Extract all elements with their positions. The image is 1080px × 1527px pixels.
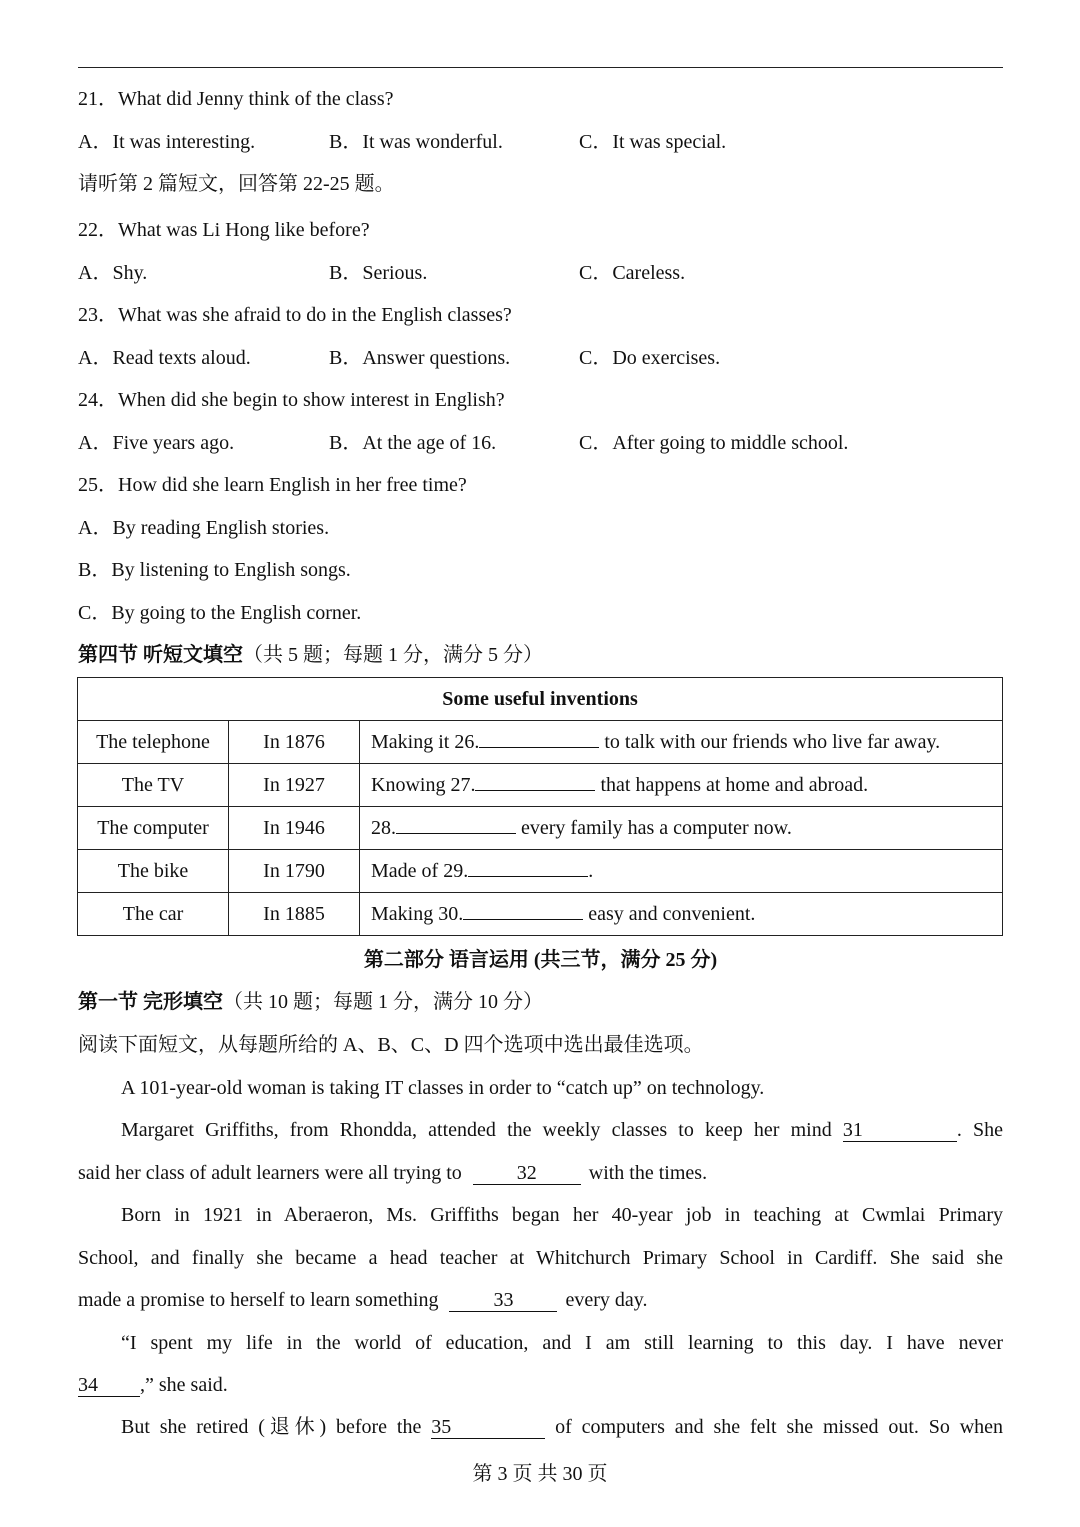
use-text-pre: 28. (371, 816, 396, 839)
use-text-pre: Made of 29. (371, 859, 469, 882)
invention-use (360, 850, 1003, 893)
use-text-pre: Knowing 27. (371, 773, 476, 796)
invention-name: The car (78, 893, 229, 936)
use-text-post: that happens at home and abroad. (595, 773, 869, 796)
table-row (78, 850, 1003, 893)
invention-use (360, 893, 1003, 936)
page-footer: 第 3 页 共 30 页 (472, 1463, 608, 1485)
passage-line: A 101-year-old woman is taking IT classes in order to “catch up” on technology. (121, 1077, 765, 1099)
q22-option-c: C．Careless. (579, 262, 686, 284)
inventions-table (77, 677, 1003, 936)
q21-option-b: B．It was wonderful. (329, 131, 503, 153)
invention-year: In 1885 (229, 893, 360, 936)
section4-title: 第四节 听短文填空 (78, 644, 243, 666)
invention-year: In 1927 (229, 764, 360, 807)
use-text-post: to talk with our friends who live far away. (599, 730, 941, 753)
section4-note: （共 5 题；每题 1 分，满分 5 分） (243, 644, 543, 666)
q22-option-a: A．Shy. (78, 262, 148, 284)
passage-text: made a promise to herself to learn something (78, 1289, 439, 1311)
question-25: 25．How did she learn English in her free time? (78, 474, 467, 496)
section1-note: （共 10 题；每题 1 分，满分 10 分） (223, 991, 543, 1013)
use-text-post: easy and convenient. (583, 902, 756, 925)
passage-text: every day. (565, 1289, 648, 1311)
table-row (78, 764, 1003, 807)
q25-option-b: B．By listening to English songs. (78, 559, 351, 581)
q22-option-b: B．Serious. (329, 262, 428, 284)
passage-line (121, 1414, 1003, 1440)
cloze-blank-33: 33 (449, 1289, 557, 1312)
q21-option-c: C．It was special. (579, 131, 727, 153)
cloze-instruction: 阅读下面短文，从每题所给的 A、B、C、D 四个选项中选出最佳选项。 (78, 1034, 704, 1056)
q23-option-a: A．Read texts aloud. (78, 347, 251, 369)
answer-blank-26 (479, 747, 599, 748)
table-row (78, 721, 1003, 764)
q25-option-c: C．By going to the English corner. (78, 602, 362, 624)
passage-text: ,” she said. (140, 1374, 228, 1396)
part2-title: 第二部分 语言运用 (共三节，满分 25 分) (363, 949, 718, 971)
passage-line: Born in 1921 in Aberaeron, Ms. Griffiths began her 40-year job in teaching at Cwmlai Primary (121, 1204, 1003, 1226)
q24-option-c: C．After going to middle school. (579, 432, 849, 454)
q21-option-a: A．It was interesting. (78, 131, 256, 153)
invention-year: In 1790 (229, 850, 360, 893)
answer-blank-30 (463, 919, 583, 920)
table-row (78, 807, 1003, 850)
section1-heading (78, 989, 543, 1015)
passage-line: “I spent my life in the world of education, and I am still learning to this day. I have never (121, 1332, 1003, 1354)
table-header-row (78, 678, 1003, 721)
passage-line (78, 1160, 707, 1186)
invention-use (360, 807, 1003, 850)
cloze-blank-31: 31 (843, 1119, 957, 1142)
passage-text: But she retired (退休) before the (121, 1416, 422, 1438)
use-text-post: every family has a computer now. (516, 816, 792, 839)
question-24: 24．When did she begin to show interest in English? (78, 389, 505, 411)
header-rule (78, 67, 1003, 68)
invention-use (360, 764, 1003, 807)
invention-use (360, 721, 1003, 764)
use-text-pre: Making 30. (371, 902, 464, 925)
use-text-post: . (588, 859, 594, 882)
q24-option-a: A．Five years ago. (78, 432, 235, 454)
use-text-pre: Making it 26. (371, 730, 480, 753)
passage-line (78, 1372, 228, 1398)
question-21: 21．What did Jenny think of the class? (78, 88, 394, 110)
q23-option-b: B．Answer questions. (329, 347, 511, 369)
passage-line (121, 1117, 1003, 1143)
invention-year: In 1876 (229, 721, 360, 764)
question-23: 23．What was she afraid to do in the English classes? (78, 304, 512, 326)
passage-line: School, and finally she became a head teacher at Whitchurch Primary School in Cardiff. She said she (78, 1247, 1003, 1269)
passage-text: said her class of adult learners were all trying to (78, 1162, 462, 1184)
passage-text: with the times. (588, 1162, 708, 1184)
answer-blank-28 (396, 833, 516, 834)
invention-year: In 1946 (229, 807, 360, 850)
passage-line (78, 1287, 647, 1313)
q25-option-a: A．By reading English stories. (78, 517, 330, 539)
question-22: 22．What was Li Hong like before? (78, 219, 370, 241)
invention-name: The telephone (78, 721, 229, 764)
passage-text: Margaret Griffiths, from Rhondda, attended the weekly classes to keep her mind (121, 1119, 832, 1141)
table-row (78, 893, 1003, 936)
invention-name: The TV (78, 764, 229, 807)
cloze-blank-35: 35 (431, 1416, 545, 1439)
passage-text: . She (956, 1119, 1003, 1141)
passage-text: of computers and she felt she missed out. So when (555, 1416, 1004, 1438)
cloze-blank-34: 34 (78, 1374, 140, 1397)
passage2-instruction: 请听第 2 篇短文，回答第 22-25 题。 (78, 173, 395, 195)
section1-title: 第一节 完形填空 (78, 991, 223, 1013)
q24-option-b: B．At the age of 16. (329, 432, 497, 454)
q23-option-c: C．Do exercises. (579, 347, 721, 369)
cloze-blank-32: 32 (473, 1162, 581, 1185)
invention-name: The computer (78, 807, 229, 850)
invention-name: The bike (78, 850, 229, 893)
table-title: Some useful inventions (78, 678, 1003, 721)
answer-blank-29 (468, 876, 588, 877)
answer-blank-27 (475, 790, 595, 791)
section4-heading (78, 642, 543, 668)
